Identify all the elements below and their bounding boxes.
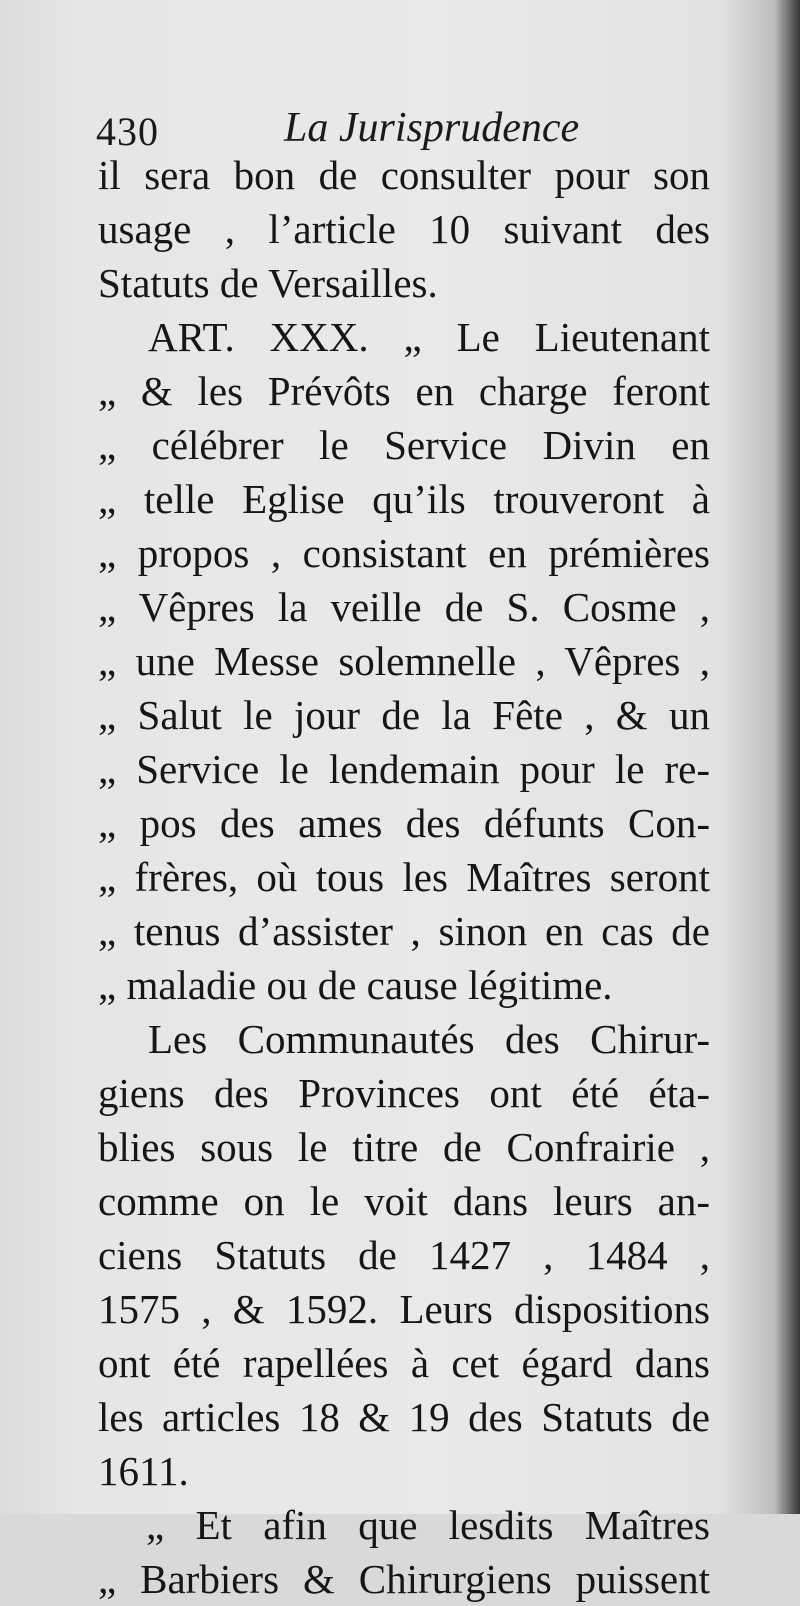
text-line: 1575 , & 1592. Leurs dispositions [98, 1286, 710, 1332]
text-line: les articles 18 & 19 des Statuts de [98, 1394, 710, 1440]
text-line: ont été rapellées à cet égard dans [98, 1340, 710, 1386]
text-line: „ Vêpres la veille de S. Cosme , [98, 584, 710, 630]
text-line: usage , l’article 10 suivant des [98, 206, 710, 252]
text-line: „ tenus d’assister , sinon en cas de [98, 908, 710, 954]
text-line: il sera bon de consulter pour son [98, 152, 710, 198]
text-line: Statuts de Versailles. [98, 260, 438, 306]
article-heading-line: ART. XXX. „ Le Lieutenant [148, 314, 710, 360]
text-line: „ célébrer le Service Divin en [98, 422, 710, 468]
text-line: „ une Messe solemnelle , Vêpres , [98, 638, 710, 684]
text-line: comme on le voit dans leurs an- [98, 1178, 710, 1224]
running-title: La Jurisprudence [284, 105, 580, 151]
text-line: blies sous le titre de Confrairie , [98, 1124, 710, 1170]
body-text [98, 148, 710, 1606]
text-line: 1611. [98, 1448, 189, 1494]
text-line: „ Service le lendemain pour le re- [98, 746, 710, 792]
text-line: „ maladie ou de cause légitime. [98, 962, 613, 1008]
text-line: „ Barbiers & Chirurgiens puissent [98, 1556, 710, 1602]
text-line: „ pos des ames des défunts Con- [98, 800, 710, 846]
text-line: „ frères, où tous les Maîtres seront [98, 854, 710, 900]
text-line: „ telle Eglise qu’ils trouveront à [98, 476, 710, 522]
paragraph-start-line: Les Communautés des Chirur- [148, 1016, 710, 1062]
text-line: ciens Statuts de 1427 , 1484 , [98, 1232, 710, 1278]
text-line: „ Salut le jour de la Fête , & un [98, 692, 710, 738]
text-line: „ & les Prévôts en charge feront [98, 368, 710, 414]
page-number: 430 [96, 109, 159, 154]
text-line: giens des Provinces ont été éta- [98, 1070, 710, 1116]
text-line: „ propos , consistant en prémières [98, 530, 710, 576]
paragraph-start-line: „ Et afin que lesdits Maîtres [146, 1502, 710, 1548]
page-gutter-shadow [774, 0, 800, 1514]
